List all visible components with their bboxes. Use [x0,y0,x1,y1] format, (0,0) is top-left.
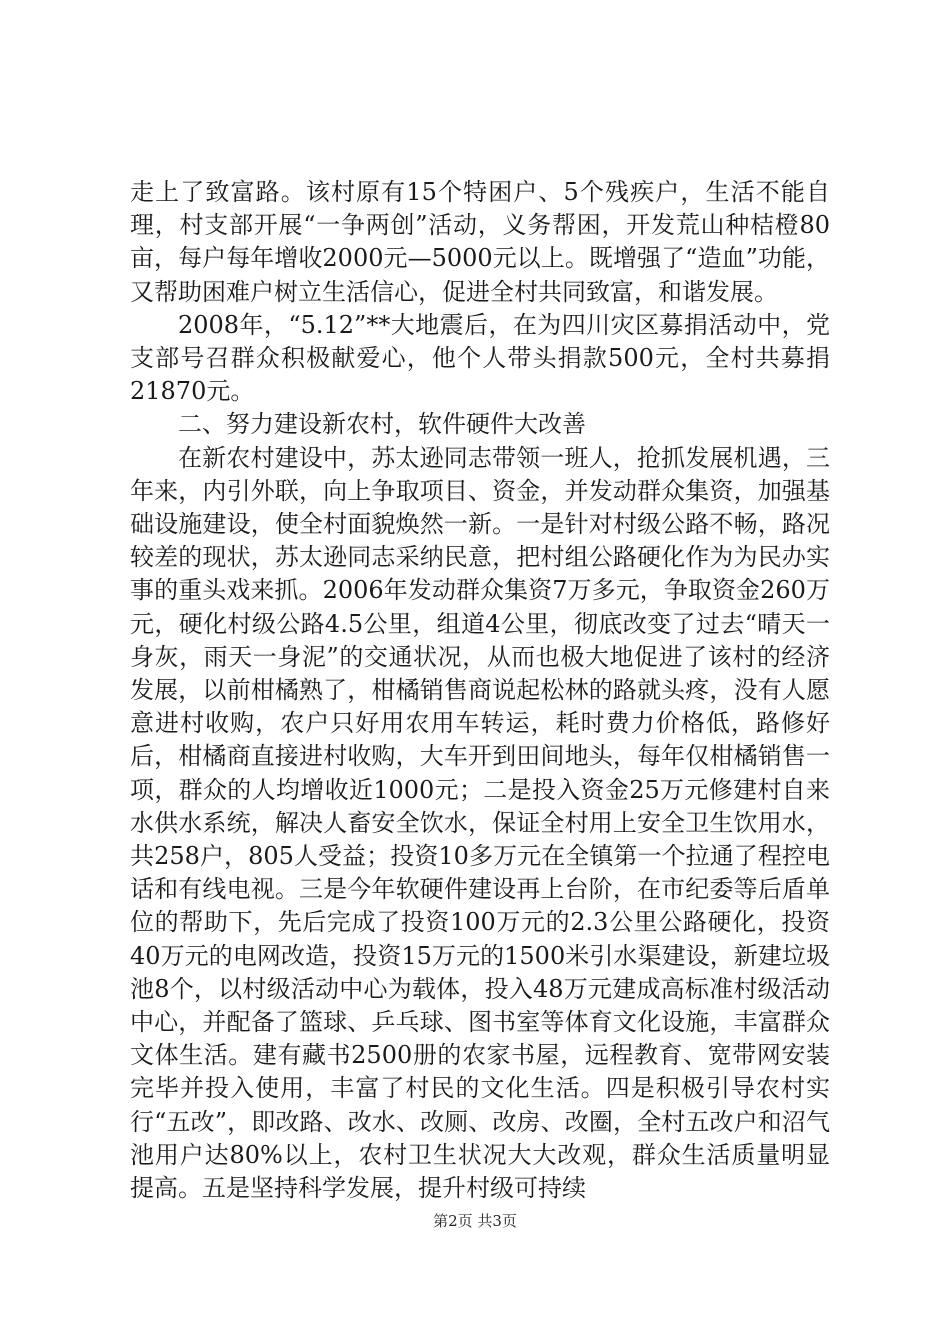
paragraph-poverty-relief: 走上了致富路。该村原有15个特困户、5个残疾户，生活不能自理，村支部开展“一争两创”活动，义务帮困，开发荒山种桔橙80亩，每户每年增收2000元—5000元以上。既增强了“造血”功能，又帮助困难户树立生活信心，促进全村共同致富，和谐发展。 [130,178,830,306]
page-footer: 第2页 共3页 [433,1212,517,1230]
paragraph-earthquake-donation: 2008年，“5.12”**大地震后，在为四川灾区募捐活动中，党支部号召群众积极献爱心，他个人带头捐款500元，全村共募捐21870元。 [130,310,830,406]
document-body [130,176,830,1205]
section-heading: 二、努力建设新农村，软件硬件大改善 [178,410,586,439]
paragraph-new-countryside: 在新农村建设中，苏太逊同志带领一班人，抢抓发展机遇，三年来，内引外联，向上争取项目、资金，并发动群众集资，加强基础设施建设，使全村面貌焕然一新。一是针对村级公路不畅，路况较差的现状，苏太逊同志采纳民意，把村组公路硬化作为为民办实事的重头戏来抓。2006年发动群众集资7万多元，争取资金260万元，硬化村级公路4.5公里，组道4公里，彻底改变了过去“晴天一身灰，雨天一身泥”的交通状况，从而也极大地促进了该村的经济发展，以前柑橘熟了，柑橘销售商说起松林的路就头疼，没有人愿意进村收购，农户只好用农用车转运，耗时费力价格低，路修好后，柑橘商直接进村收购，大车开到田间地头，每年仅柑橘销售一项，群众的人均增收近1000元；二是投入资金25万元修建村自来水供水系统，解决人畜安全饮水，保证全村用上安全卫生饮用水，共258户，805人受益；投资10多万元在全镇第一个拉通了程控电话和有线电视。三是今年软硬件建设再上台阶，在市纪委等后盾单位的帮助下，先后完成了投资100万元的2.3公里公路硬化，投资40万元的电网改造，投资15万元的1500米引水渠建设，新建垃圾池8个，以村级活动中心为载体，投入48万元建成高标准村级活动中心，并配备了篮球、乒乓球、图书室等体育文化设施，丰富群众文体生活。建有藏书2500册的农家书屋，远程教育、宽带网安装完毕并投入使用，丰富了村民的文化生活。四是积极引导农村实行“五改”，即改路、改水、改厕、改房、改圈，全村五改户和沼气池用户达80%以上，农村卫生状况大大改观，群众生活质量明显提高。五是坚持科学发展，提升村级可持续 [130,443,830,1203]
